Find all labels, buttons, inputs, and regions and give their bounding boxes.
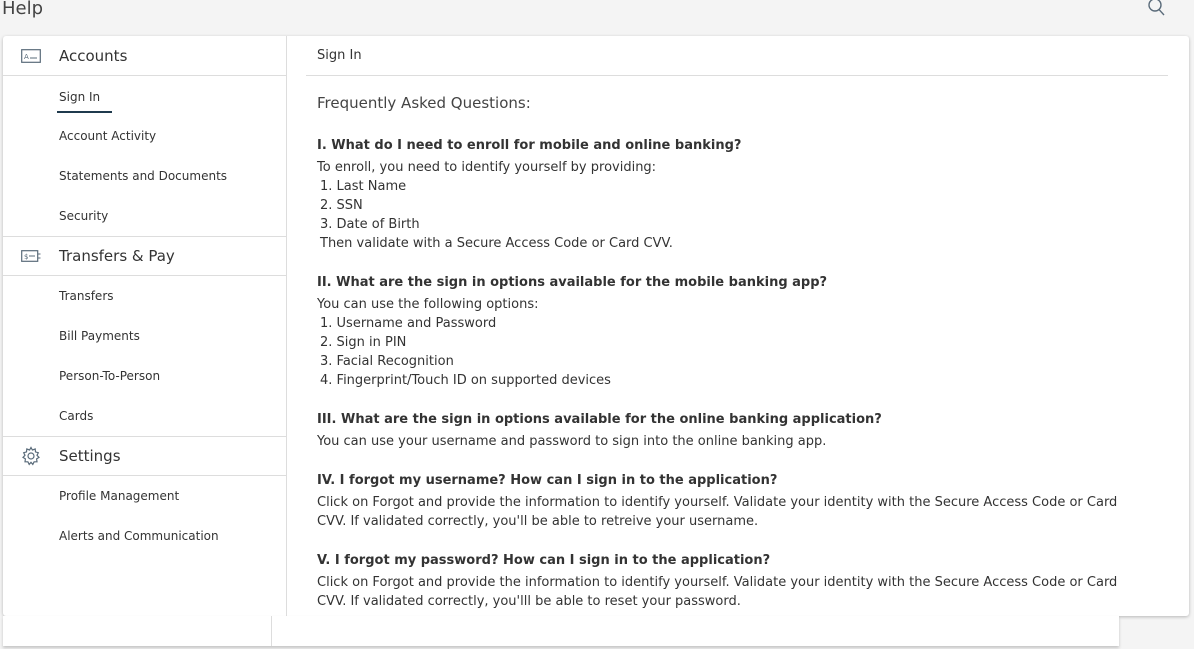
content-header: Sign In (306, 36, 1168, 76)
faq-question: II. What are the sign in options available for the mobile banking app? (317, 275, 828, 290)
card-footer-strip (3, 616, 1119, 646)
sidebar-section-label: Settings (59, 447, 121, 465)
faq-list-item: 1. Last Name (320, 179, 407, 194)
sidebar-item-label: Security (59, 209, 109, 223)
faq-answer: Click on Forgot and provide the information to identify yourself. Validate your identity with the Secure Access Code or Card CVV. If validated correctly, you'lll be able to reset your password. (317, 575, 1118, 609)
sidebar-item-transfers[interactable] (3, 276, 286, 316)
page-title: Help (2, 0, 44, 19)
faq-answer: To enroll, you need to identify yourself by providing: (317, 160, 657, 175)
help-sidebar (3, 36, 287, 616)
faq-question: III. What are the sign in options available for the online banking application? (317, 412, 882, 427)
sidebar-item-label: Bill Payments (59, 329, 140, 343)
faq-list-item: 4. Fingerprint/Touch ID on supported devices (320, 373, 611, 388)
sidebar-item-bill-payments[interactable] (3, 316, 286, 356)
sidebar-item-account-activity[interactable] (3, 116, 286, 156)
divider (271, 616, 272, 646)
help-content (306, 36, 1168, 616)
sidebar-section-accounts[interactable] (3, 36, 286, 76)
sidebar-item-label: Cards (59, 409, 94, 423)
help-card (3, 36, 1189, 616)
faq-item (317, 410, 1137, 451)
faq-note: Then validate with a Secure Access Code or Card CVV. (320, 236, 673, 251)
faq-answer: You can use the following options: (317, 297, 539, 312)
sidebar-item-label: Sign In (59, 90, 101, 104)
sidebar-item-label: Statements and Documents (59, 169, 228, 183)
faq-question: IV. I forgot my username? How can I sign in to the application? (317, 473, 778, 488)
sidebar-section-label: Transfers & Pay (59, 247, 175, 265)
faq-list (317, 136, 1137, 611)
sidebar-item-statements-and-documents[interactable] (3, 156, 286, 196)
sidebar-item-label: Person-To-Person (59, 369, 161, 383)
faq-answer: You can use your username and password to sign into the online banking app. (317, 434, 827, 449)
sidebar-item-cards[interactable] (3, 396, 286, 436)
faq-title: Frequently Asked Questions: (317, 94, 531, 112)
faq-answer: Click on Forgot and provide the information to identify yourself. Validate your identity with the Secure Access Code or Card CVV. If validated correctly, you'll be able to retreive your username. (317, 495, 1118, 529)
faq-item (317, 471, 1137, 531)
faq-list-item: 1. Username and Password (320, 316, 497, 331)
svg-text:A: A (24, 52, 29, 61)
sidebar-item-person-to-person[interactable] (3, 356, 286, 396)
sidebar-section-transfers-pay[interactable] (3, 236, 286, 276)
sidebar-item-alerts-and-communication[interactable] (3, 516, 286, 556)
sidebar-item-label: Alerts and Communication (59, 529, 219, 543)
sidebar-item-profile-management[interactable] (3, 476, 286, 516)
svg-text:$: $ (24, 253, 29, 261)
sidebar-item-sign-in[interactable] (3, 76, 286, 116)
sidebar-item-security[interactable] (3, 196, 286, 236)
money-bill-icon (20, 247, 42, 265)
account-card-icon (20, 47, 42, 65)
faq-item (317, 136, 1137, 253)
faq-list-item: 2. SSN (320, 198, 363, 213)
faq-question: I. What do I need to enroll for mobile and online banking? (317, 138, 742, 153)
sidebar-item-label: Transfers (59, 289, 114, 303)
sidebar-item-label: Account Activity (59, 129, 157, 143)
sidebar-item-label: Profile Management (59, 489, 180, 503)
sidebar-section-label: Accounts (59, 46, 128, 65)
faq-list-item: 3. Facial Recognition (320, 354, 454, 369)
faq-list-item: 2. Sign in PIN (320, 335, 407, 350)
sidebar-section-settings[interactable] (3, 436, 286, 476)
faq-list-item: 3. Date of Birth (320, 217, 420, 232)
faq-item (317, 551, 1137, 611)
gear-icon (20, 447, 42, 465)
faq-item (317, 273, 1137, 390)
faq-question: V. I forgot my password? How can I sign in to the application? (317, 553, 771, 568)
search-icon[interactable] (1147, 0, 1167, 19)
